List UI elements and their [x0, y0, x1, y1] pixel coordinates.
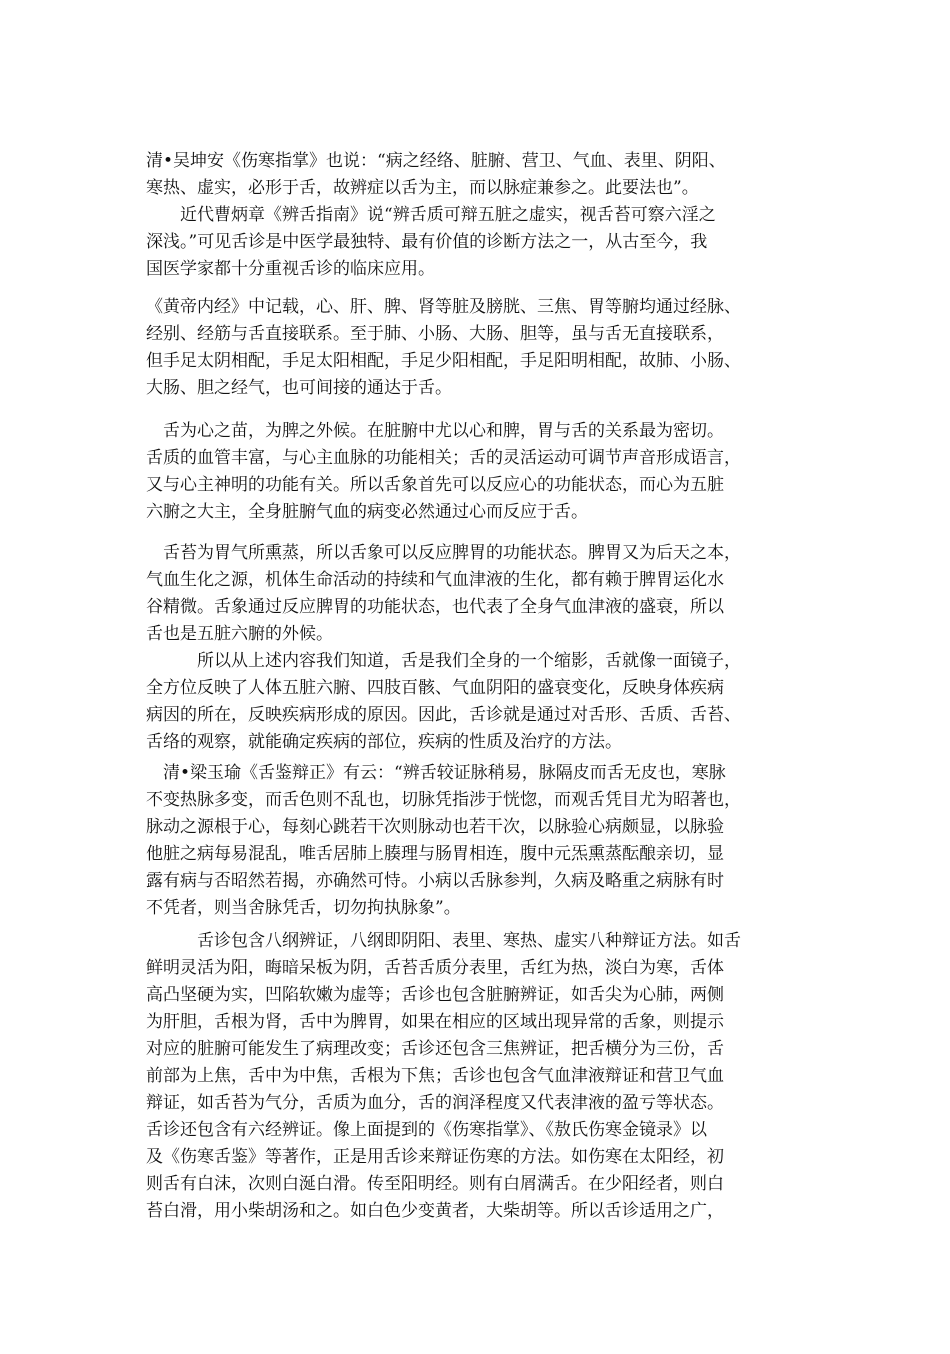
text-line: 舌苔为胃气所熏蒸，所以舌象可以反应脾胃的功能状态。脾胃又为后天之本，	[146, 543, 741, 563]
text-line: 不凭者，则当舍脉凭舌，切勿拘执脉象”。	[146, 898, 461, 918]
paragraph-cao-bingzhang-quote	[146, 202, 816, 283]
text-line: 谷精微。舌象通过反应脾胃的功能状态，也代表了全身气血津液的盛衰，所以	[146, 597, 724, 617]
text-line: 寒热、虚实，必形于舌，故辨症以舌为主，而以脉症兼参之。此要法也”。	[146, 178, 699, 198]
text-line: 清•吴坤安《伤寒指掌》也说：“病之经络、脏腑、营卫、气血、表里、阴阳、	[146, 151, 726, 171]
text-line: 六腑之大主，全身脏腑气血的病变必然通过心而反应于舌。	[146, 502, 588, 522]
text-line: 清•梁玉瑜《舌鉴辩正》有云：“辨舌较证脉稍易，脉隔皮而舌无皮也，寒脉	[146, 763, 726, 783]
text-line: 舌为心之苗，为脾之外候。在脏腑中尤以心和脾，胃与舌的关系最为密切。	[146, 421, 724, 441]
text-line: 经别、经筋与舌直接联系。至于肺、小肠、大肠、胆等，虽与舌无直接联系，	[146, 324, 724, 344]
text-line: 前部为上焦，舌中为中焦，舌根为下焦；舌诊也包含气血津液辩证和营卫气血	[146, 1066, 724, 1086]
text-line: 所以从上述内容我们知道，舌是我们全身的一个缩影，舌就像一面镜子，	[146, 651, 741, 671]
text-line: 不变热脉多变，而舌色则不乱也，切脉凭指涉于恍惚，而观舌凭目尤为昭著也，	[146, 790, 741, 810]
text-line: 露有病与否昭然若揭，亦确然可恃。小病以舌脉参判，久病及略重之病脉有时	[146, 871, 724, 891]
text-line: 又与心主神明的功能有关。所以舌象首先可以反应心的功能状态，而心为五脏	[146, 475, 724, 495]
text-line: 舌诊还包含有六经辨证。像上面提到的《伤寒指掌》、《敖氏伤寒金镜录》以	[146, 1120, 707, 1140]
text-line: 但手足太阴相配，手足太阳相配，手足少阳相配，手足阳明相配，故肺、小肠、	[146, 351, 741, 371]
text-line: 舌质的血管丰富，与心主血脉的功能相关；舌的灵活运动可调节声音形成语言，	[146, 448, 741, 468]
text-line: 苔白滑，用小柴胡汤和之。如白色少变黄者，大柴胡等。所以舌诊适用之广，	[146, 1201, 724, 1221]
paragraph-wu-kunan-quote	[146, 148, 816, 202]
text-line: 及《伤寒舌鉴》等著作，正是用舌诊来辩证伤寒的方法。如伤寒在太阳经，初	[146, 1147, 724, 1167]
text-line: 脉动之源根于心，每刻心跳若干次则脉动也若干次，以脉验心病颇显，以脉验	[146, 817, 724, 837]
text-line: 国医学家都十分重视舌诊的临床应用。	[146, 259, 435, 279]
text-line: 舌也是五脏六腑的外候。	[146, 624, 333, 644]
text-line: 全方位反映了人体五脏六腑、四肢百骸、气血阴阳的盛衰变化，反映身体疾病	[146, 678, 724, 698]
text-line: 大肠、胆之经气，也可间接的通达于舌。	[146, 378, 452, 398]
paragraph-liang-yuyu-quote	[146, 760, 816, 922]
paragraph-huangdi-neijing	[146, 294, 816, 402]
text-line: 则舌有白沫，次则白涎白滑。传至阳明经。则有白屑满舌。在少阳经者，则白	[146, 1174, 724, 1194]
paragraph-tongue-heart	[146, 418, 816, 526]
text-line: 辩证，如舌苔为气分，舌质为血分，舌的润泽程度又代表津液的盈亏等状态。	[146, 1093, 724, 1113]
text-line: 气血生化之源，机体生命活动的持续和气血津液的生化，都有赖于脾胃运化水	[146, 570, 724, 590]
paragraph-eight-principles	[146, 928, 816, 1225]
text-line: 舌络的观察，就能确定疾病的部位，疾病的性质及治疗的方法。	[146, 732, 622, 752]
text-line: 鲜明灵活为阳，晦暗呆板为阴，舌苔舌质分表里，舌红为热，淡白为寒，舌体	[146, 958, 724, 978]
text-line: 对应的脏腑可能发生了病理改变；舌诊还包含三焦辨证，把舌横分为三份，舌	[146, 1039, 724, 1059]
paragraph-tongue-coating-spleen	[146, 540, 816, 756]
text-line: 近代曹炳章《辨舌指南》说“辨舌质可辩五脏之虚实，视舌苔可察六淫之	[146, 205, 716, 225]
text-line: 舌诊包含八纲辨证，八纲即阴阳、表里、寒热、虚实八种辩证方法。如舌	[146, 931, 741, 951]
text-line: 病因的所在，反映疾病形成的原因。因此，舌诊就是通过对舌形、舌质、舌苔、	[146, 705, 741, 725]
text-line: 他脏之病每易混乱，唯舌居肺上腠理与肠胃相连，腹中元炁熏蒸酝酿亲切，显	[146, 844, 724, 864]
text-line: 《黄帝内经》中记载，心、肝、脾、肾等脏及膀胱、三焦、胃等腑均通过经脉、	[146, 297, 741, 317]
text-line: 深浅。”可见舌诊是中医学最独特、最有价值的诊断方法之一，从古至今，我	[146, 232, 708, 252]
text-line: 高凸坚硬为实，凹陷软嫩为虚等；舌诊也包含脏腑辨证，如舌尖为心肺，两侧	[146, 985, 724, 1005]
text-line: 为肝胆，舌根为肾，舌中为脾胃，如果在相应的区域出现异常的舌象，则提示	[146, 1012, 724, 1032]
